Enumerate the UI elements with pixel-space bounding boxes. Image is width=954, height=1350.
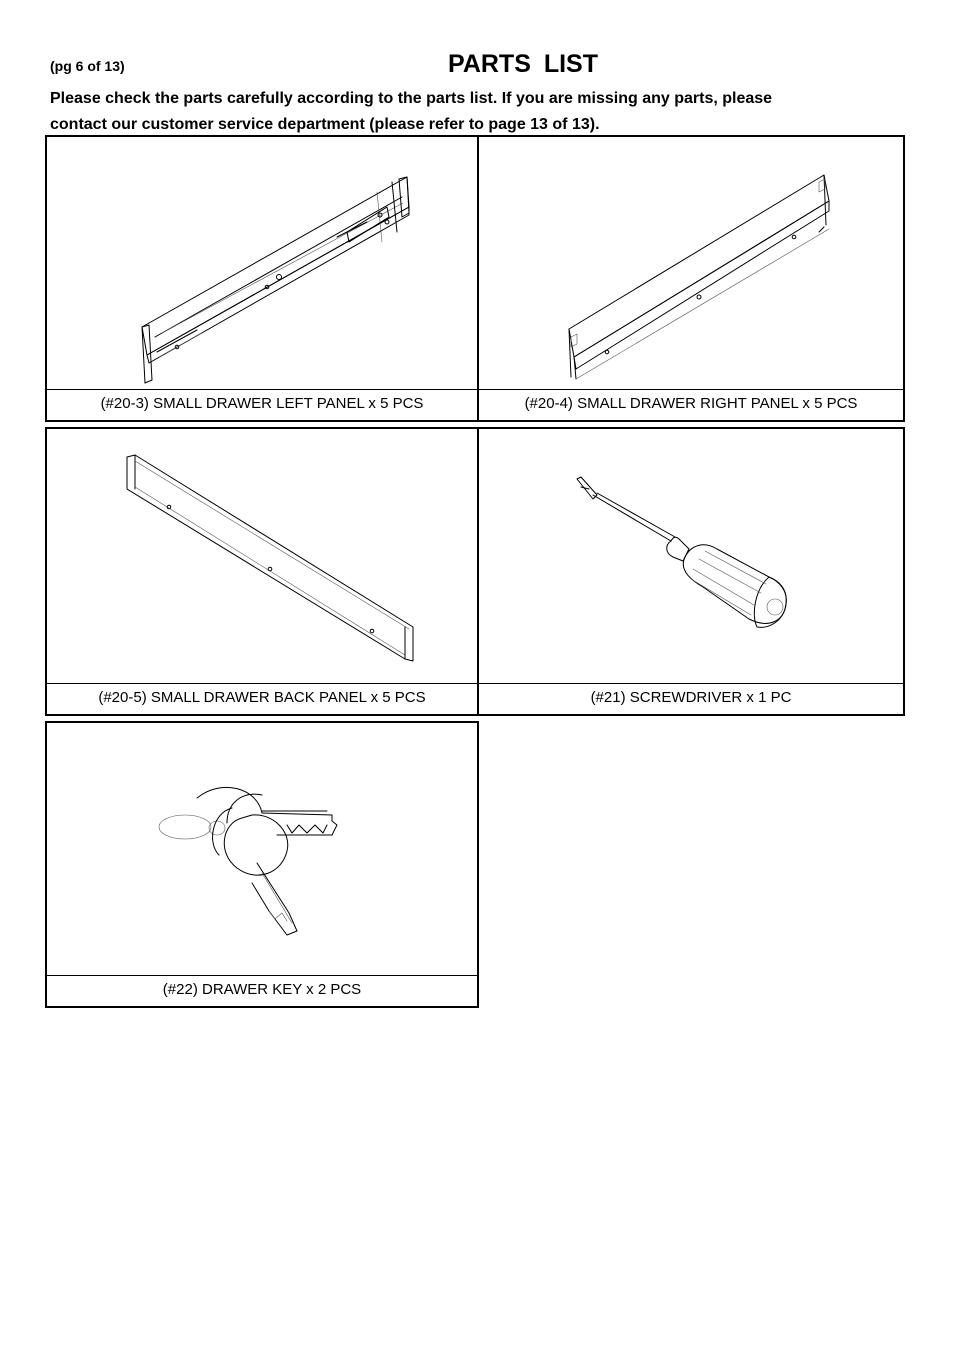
part-cell-back-panel <box>45 427 479 716</box>
part-caption: (#22) DRAWER KEY x 2 PCS <box>47 975 477 1006</box>
part-caption: (#20-4) SMALL DRAWER RIGHT PANEL x 5 PCS <box>479 389 903 420</box>
part-caption: (#20-5) SMALL DRAWER BACK PANEL x 5 PCS <box>47 683 477 714</box>
drawer-left-panel-icon <box>47 137 477 391</box>
screwdriver-icon <box>479 429 903 685</box>
page-number: (pg 6 of 13) <box>50 58 125 74</box>
drawer-right-panel-icon <box>479 137 903 391</box>
part-cell-screwdriver <box>477 427 905 716</box>
part-caption: (#21) SCREWDRIVER x 1 PC <box>479 683 903 714</box>
intro-line-1: Please check the parts carefully according to the parts list. If you are missing any parts, please <box>50 90 773 107</box>
part-cell-drawer-key <box>45 721 479 1008</box>
drawer-key-icon <box>47 723 477 977</box>
intro-text <box>50 86 870 138</box>
drawer-back-panel-icon <box>47 429 477 685</box>
page-title: PARTS LIST <box>448 50 598 78</box>
part-caption: (#20-3) SMALL DRAWER LEFT PANEL x 5 PCS <box>47 389 477 420</box>
intro-line-2: contact our customer service department (please refer to page 13 of 13). <box>50 116 600 133</box>
part-cell-left-panel <box>45 135 479 422</box>
part-cell-right-panel <box>477 135 905 422</box>
